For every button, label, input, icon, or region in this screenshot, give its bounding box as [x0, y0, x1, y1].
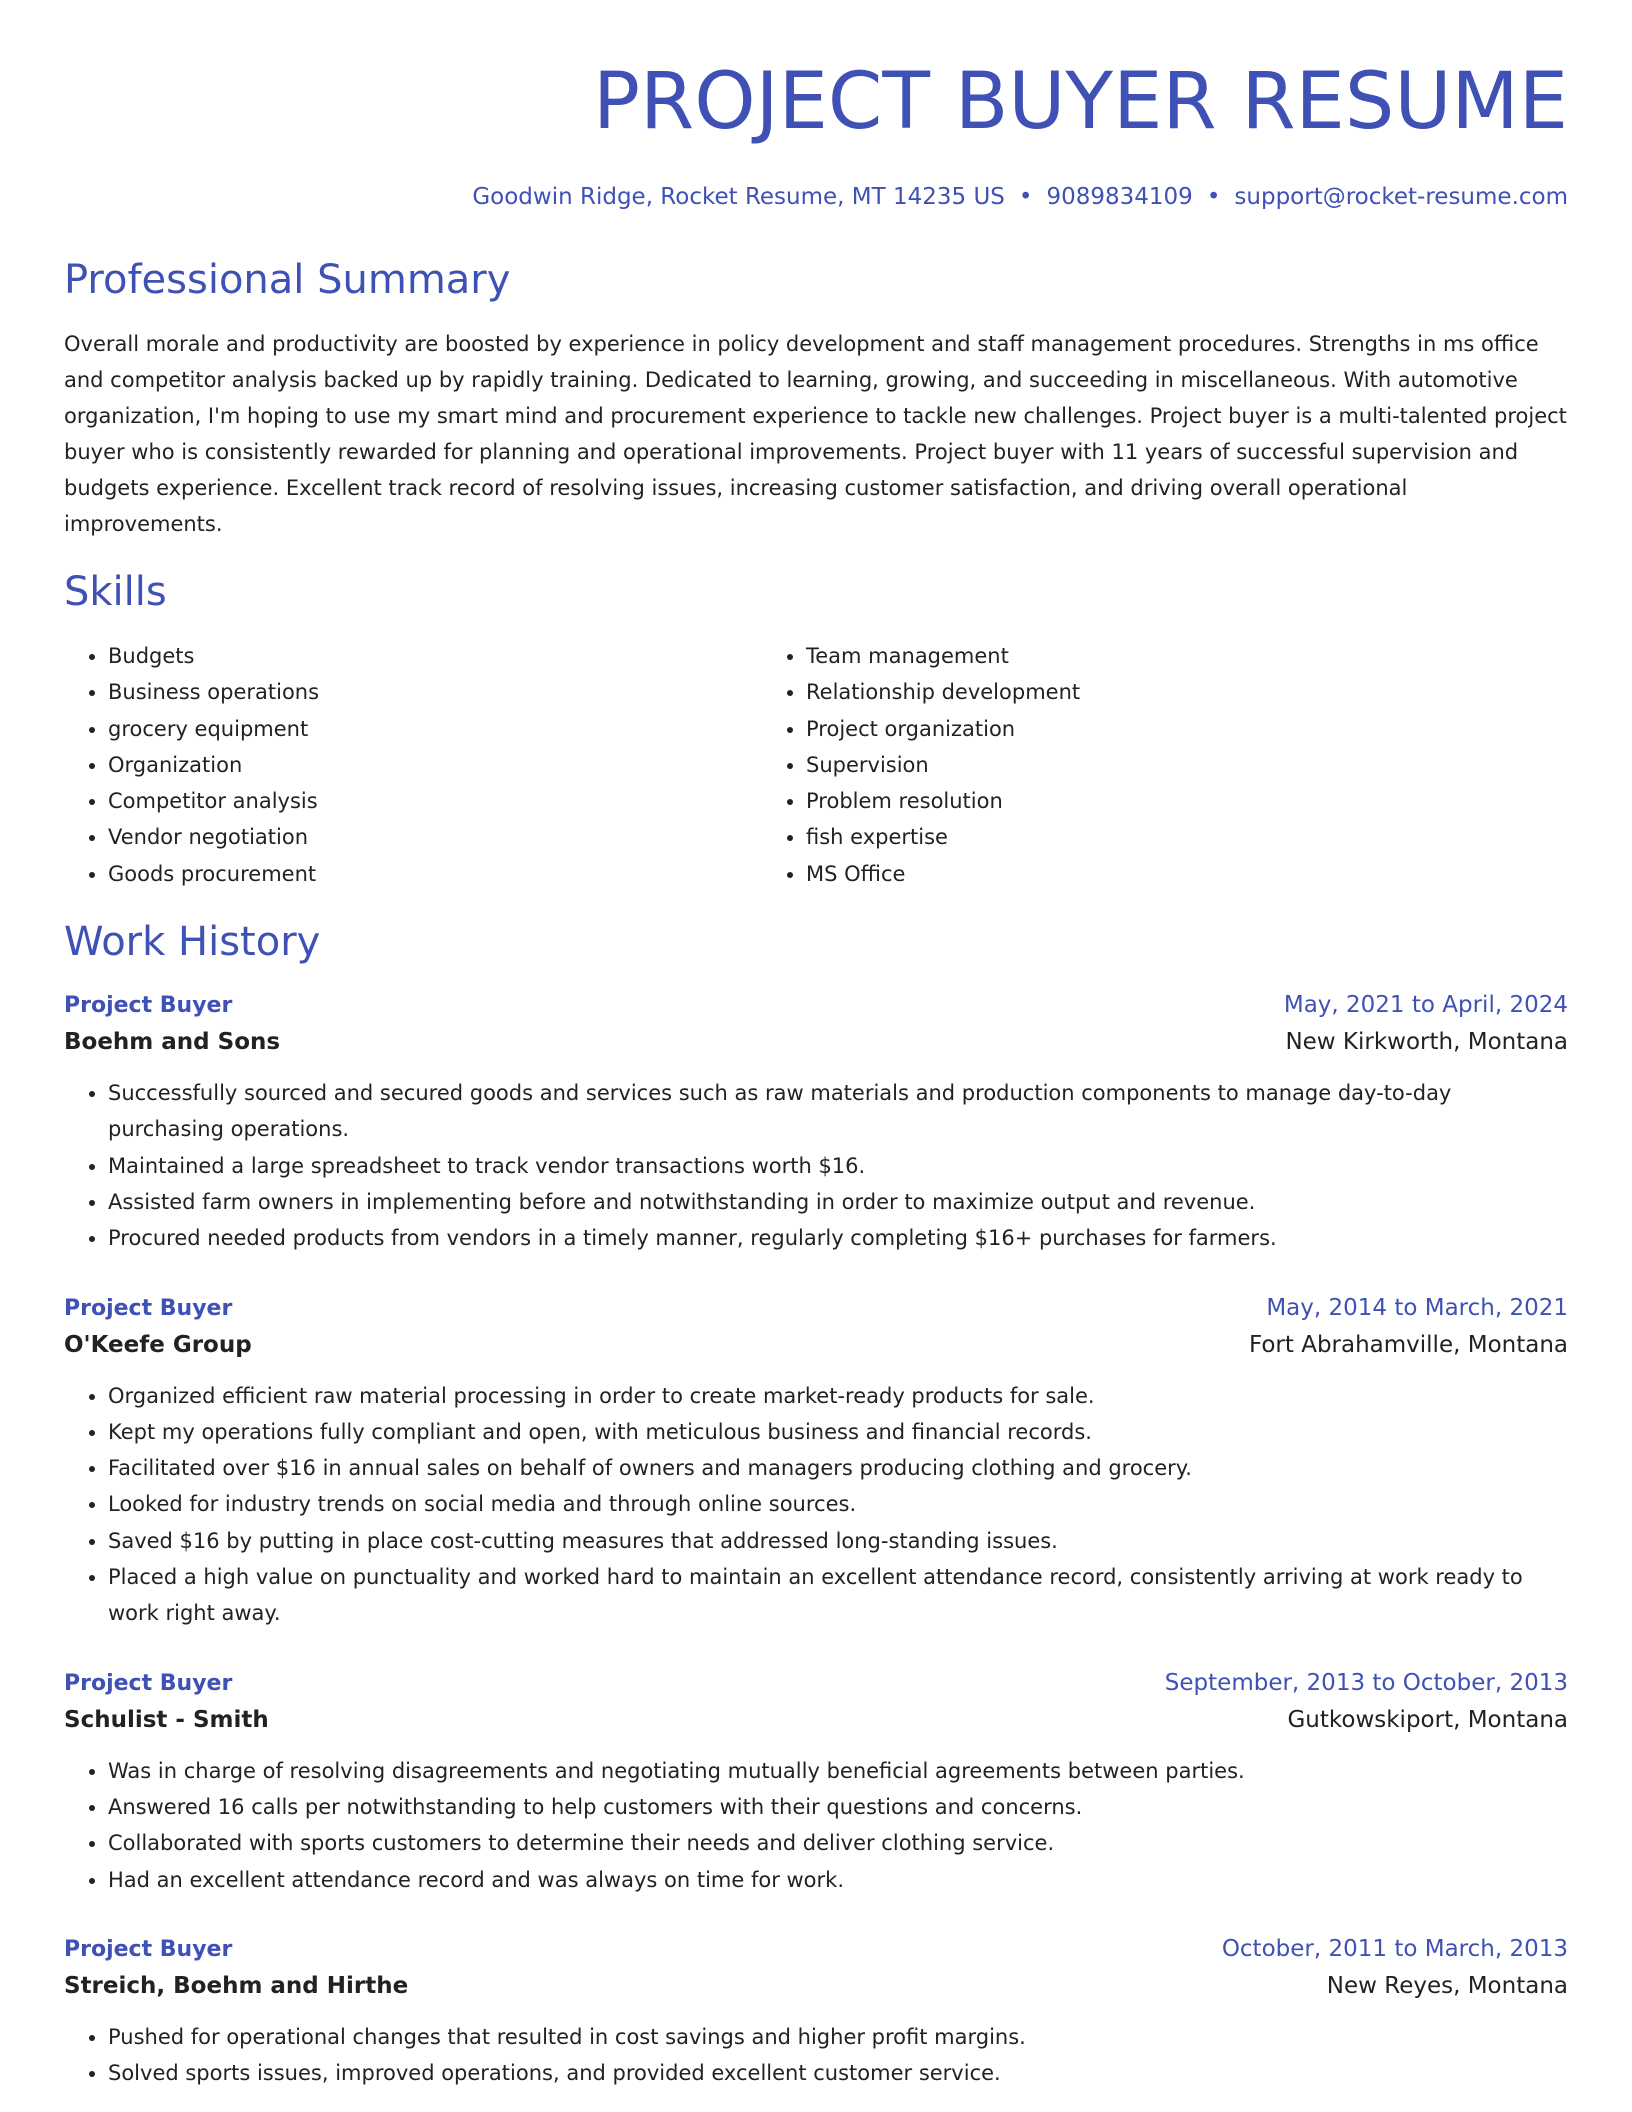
job-entry: [64, 1932, 1568, 2092]
skills-list: [64, 638, 1568, 892]
skills-column-left: [64, 638, 762, 892]
job-dates: May, 2014 to March, 2021: [1266, 1294, 1568, 1321]
skill-item: • MS Office: [806, 856, 1460, 892]
job-entry: [64, 988, 1568, 1256]
job-bullet: • Answered 16 calls per notwithstanding to help customers with their questions and concerns.: [108, 1789, 1568, 1825]
job-subheader: [64, 1701, 1568, 1739]
skill-item: • Business operations: [108, 674, 762, 710]
job-header: [64, 1666, 1568, 1701]
contact-phone: 9089834109: [1046, 184, 1193, 210]
skills-heading: Skills: [64, 569, 167, 615]
job-bullet: • Facilitated over $16 in annual sales on behalf of owners and managers producing clothing and grocery.: [108, 1450, 1568, 1486]
job-bullet: • Solved sports issues, improved operations, and provided excellent customer service.: [108, 2055, 1568, 2091]
job-header: [64, 1291, 1568, 1326]
job-subheader: [64, 1967, 1568, 2005]
skill-item: • Team management: [806, 638, 1460, 674]
contact-address: Goodwin Ridge, Rocket Resume, MT 14235 US: [472, 184, 1005, 210]
job-entry: [64, 1291, 1568, 1632]
job-bullet: • Successfully sourced and secured goods and services such as raw materials and production components to manage day-to-day purchasing operations.: [108, 1075, 1568, 1148]
job-bullet: • Organized efficient raw material processing in order to create market-ready products for sale.: [108, 1378, 1568, 1414]
job-company: Boehm and Sons: [64, 1029, 281, 1056]
job-bullet: • Looked for industry trends on social media and through online sources.: [108, 1486, 1568, 1522]
job-location: Fort Abrahamville, Montana: [1248, 1331, 1568, 1358]
job-bullet: • Maintained a large spreadsheet to track vendor transactions worth $16.: [108, 1148, 1568, 1184]
summary-text: Overall morale and productivity are boosted by experience in policy development and staff management procedures. Strengths in ms office and competitor analysis backed up by rapidly training. Dedicated to learning, growing, and succeeding in miscellaneous. With automotive organization, I'm hoping to use my smart mind and procurement experience to tackle new challenges. Project buyer is a multi-talented project buyer who is consistently rewarded for planning and operational improvements. Project buyer with 11 years of successful supervision and budgets experience. Excellent track record of resolving issues, increasing customer satisfaction, and driving overall operational improvements.: [64, 332, 1567, 536]
skill-item: • Project organization: [806, 711, 1460, 747]
job-company: Schulist - Smith: [64, 1706, 269, 1733]
job-dates: May, 2021 to April, 2024: [1283, 992, 1568, 1019]
job-location: New Kirkworth, Montana: [1285, 1029, 1568, 1056]
resume-page: [64, 0, 1568, 2091]
job-company: O'Keefe Group: [64, 1331, 252, 1358]
job-bullet: • Was in charge of resolving disagreements and negotiating mutually beneficial agreements between parties.: [108, 1753, 1568, 1789]
job-bullets: [64, 1753, 1568, 1898]
job-location: Gutkowskiport, Montana: [1287, 1706, 1568, 1733]
job-bullet: • Had an excellent attendance record and was always on time for work.: [108, 1862, 1568, 1898]
contact-separator: •: [1206, 184, 1221, 210]
job-bullet: • Placed a high value on punctuality and worked hard to maintain an excellent attendance record, consistently arriving at work ready to work right away.: [108, 1559, 1568, 1632]
skill-item: • grocery equipment: [108, 711, 762, 747]
job-bullets: [64, 1075, 1568, 1256]
job-bullet: • Procured needed products from vendors in a timely manner, regularly completing $16+ purchases for farmers.: [108, 1220, 1568, 1256]
skill-item: • Relationship development: [806, 674, 1460, 710]
skill-item: • Goods procurement: [108, 856, 762, 892]
job-subheader: [64, 1326, 1568, 1364]
job-subheader: [64, 1023, 1568, 1061]
job-bullet: • Kept my operations fully compliant and open, with meticulous business and financial records.: [108, 1414, 1568, 1450]
work-history-heading: Work History: [64, 919, 321, 966]
skill-item: • Organization: [108, 747, 762, 783]
job-bullets: [64, 2019, 1568, 2092]
job-role: Project Buyer: [64, 1936, 233, 1962]
job-bullet: • Collaborated with sports customers to determine their needs and deliver clothing service.: [108, 1825, 1568, 1861]
job-header: [64, 988, 1568, 1023]
skill-item: • Budgets: [108, 638, 762, 674]
job-dates: October, 2011 to March, 2013: [1221, 1935, 1568, 1962]
skill-item: • Vendor negotiation: [108, 819, 762, 855]
job-location: New Reyes, Montana: [1326, 1972, 1568, 1999]
summary-heading: Professional Summary: [64, 257, 511, 303]
skill-item: • Competitor analysis: [108, 783, 762, 819]
job-role: Project Buyer: [64, 1670, 233, 1696]
resume-title: PROJECT BUYER RESUME: [593, 57, 1568, 147]
job-entry: [64, 1666, 1568, 1898]
job-bullet: • Pushed for operational changes that resulted in cost savings and higher profit margins.: [108, 2019, 1568, 2055]
job-bullets: [64, 1378, 1568, 1632]
skill-item: • fish expertise: [806, 819, 1460, 855]
job-dates: September, 2013 to October, 2013: [1164, 1669, 1568, 1696]
job-header: [64, 1932, 1568, 1967]
contact-line: [64, 182, 1568, 212]
job-role: Project Buyer: [64, 1295, 233, 1321]
contact-separator: •: [1018, 184, 1033, 210]
skills-column-right: [762, 638, 1460, 892]
skill-item: • Problem resolution: [806, 783, 1460, 819]
job-bullet: • Assisted farm owners in implementing before and notwithstanding in order to maximize output and revenue.: [108, 1184, 1568, 1220]
job-company: Streich, Boehm and Hirthe: [64, 1972, 409, 1999]
contact-email: support@rocket-resume.com: [1234, 184, 1568, 210]
job-role: Project Buyer: [64, 993, 233, 1019]
skill-item: • Supervision: [806, 747, 1460, 783]
job-bullet: • Saved $16 by putting in place cost-cutting measures that addressed long-standing issues.: [108, 1523, 1568, 1559]
